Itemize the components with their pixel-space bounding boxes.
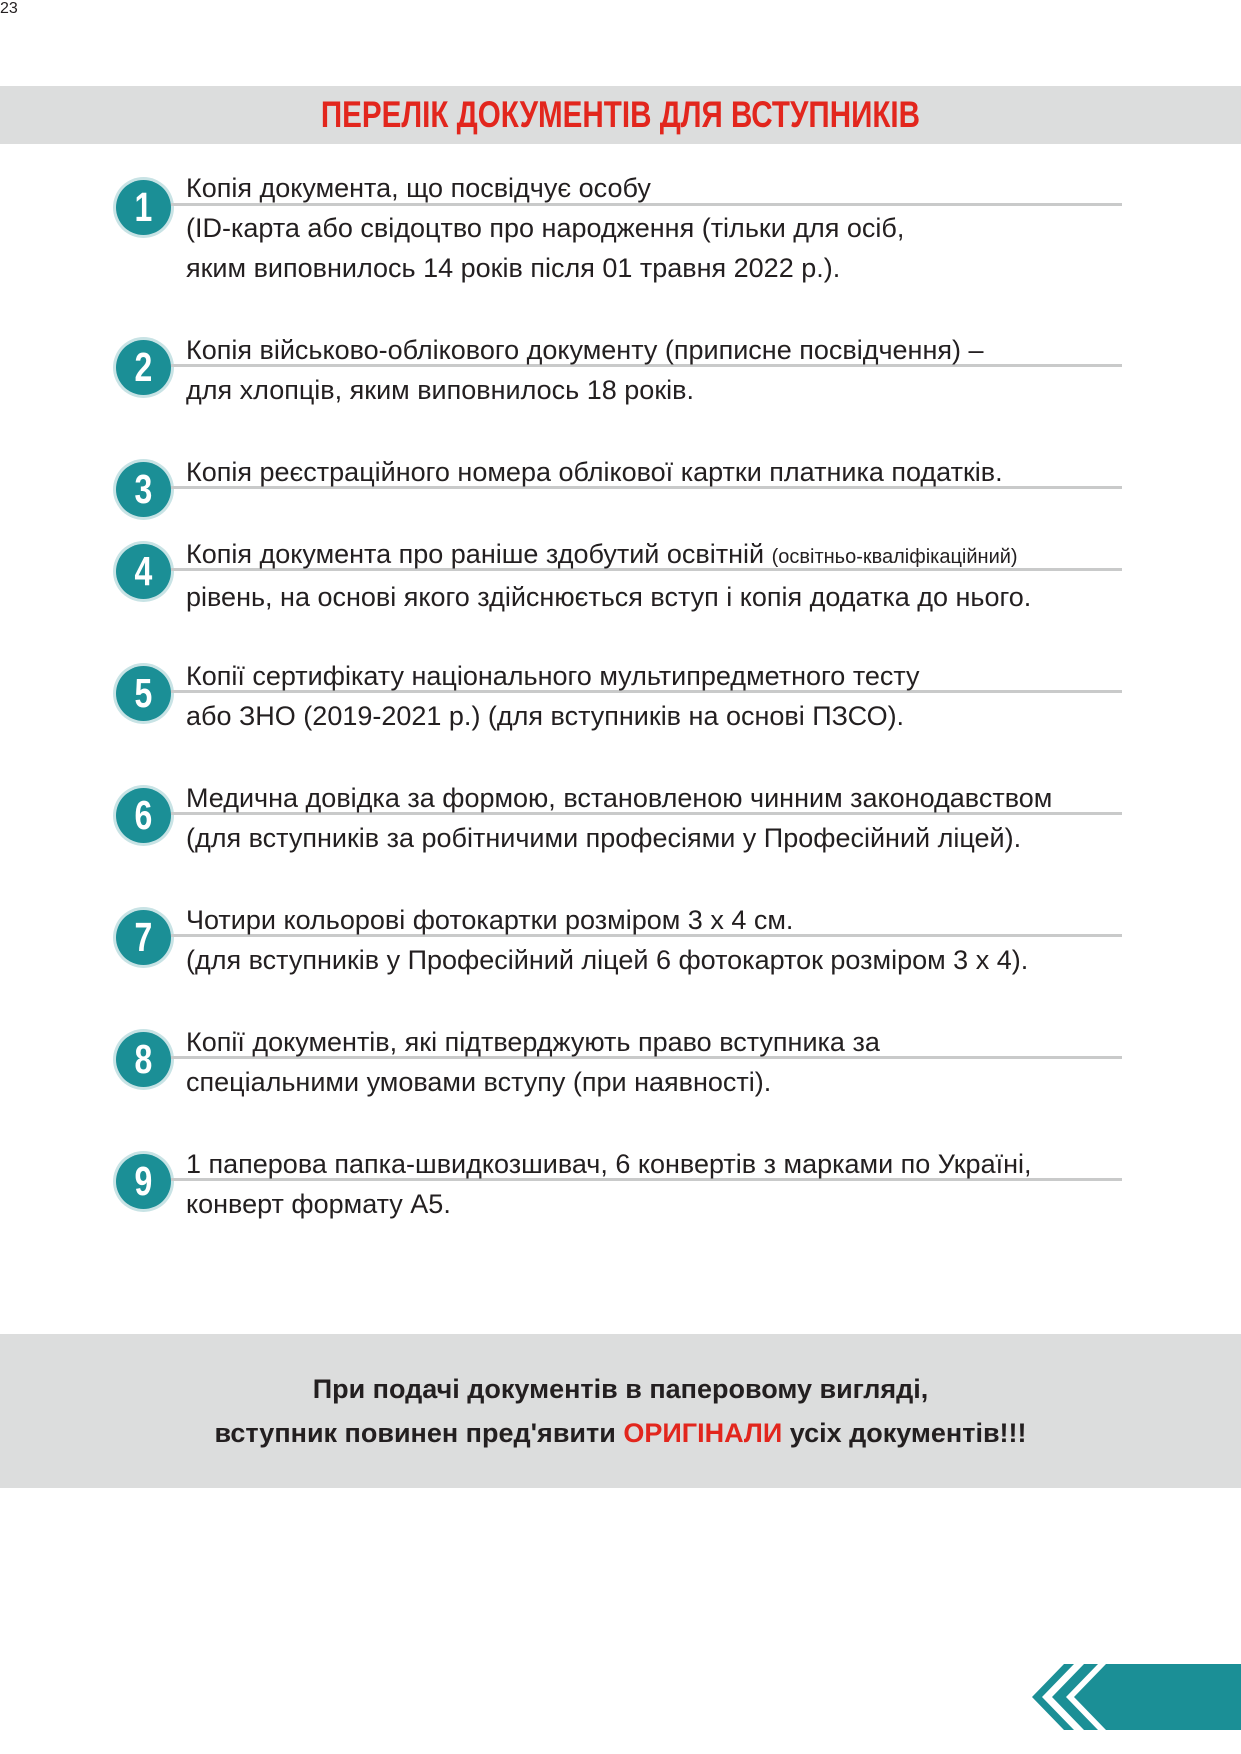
number-label: 5 [134,670,153,716]
number-label: 4 [134,548,153,594]
number-label: 2 [134,344,153,390]
number-badge-1 [116,180,171,235]
item-line: яким виповнилось 14 років після 01 травня 2022 р.). [186,253,841,283]
number-label: 3 [134,466,153,512]
number-badge-4 [116,544,171,599]
item-text [186,330,1146,410]
item-text [186,1144,1146,1224]
page-title: ПЕРЕЛІК ДОКУМЕНТІВ ДЛЯ ВСТУПНИКІВ [320,94,921,135]
title-bar [0,86,1241,144]
item-line: Копія військово-облікового документу (приписне посвідчення) – [186,335,984,365]
notice-text: усіх документів!!! [782,1418,1027,1448]
number-badge-2 [116,340,171,395]
notice-line-2 [214,1411,1026,1455]
item-text [186,900,1146,980]
item-line: Чотири кольорові фотокартки розміром 3 х 4 см. [186,905,794,935]
notice-band [0,1334,1241,1488]
notice-text: вступник повинен пред'явити [214,1418,624,1448]
item-line: спеціальними умовами вступу (при наявності). [186,1067,772,1097]
item-line: (для вступників за робітничими професіями у Професійний ліцей). [186,823,1022,853]
item-line: Копія документа, що посвідчує особу [186,173,651,203]
item-line: 1 паперова папка-швидкозшивач, 6 конвертів з марками по Україні, [186,1149,1032,1179]
item-line: або ЗНО (2019-2021 р.) (для вступників на основі ПЗСО). [186,701,905,731]
page-number: 23 [0,0,18,17]
page-tab-body [1074,1664,1241,1730]
item-line: (для вступників у Професійний ліцей 6 фотокарток розміром 3 х 4). [186,945,1029,975]
number-badge-7 [116,910,171,965]
number-label: 1 [134,184,153,230]
number-label: 9 [134,1158,153,1204]
number-badge-3 [116,462,171,517]
item-line: конверт формату А5. [186,1189,451,1219]
item-line: (ID-карта або свідоцтво про народження (тільки для осіб, [186,213,905,243]
notice-line-1: При подачі документів в паперовому вигляді, [312,1374,929,1404]
number-label: 8 [134,1036,153,1082]
item-text [186,168,1146,288]
item-text [186,1022,1146,1102]
item-text [186,656,1146,736]
item-text [186,778,1146,858]
number-badge-5 [116,666,171,721]
number-badge-8 [116,1032,171,1087]
item-line: Копії сертифікату національного мультипредметного тесту [186,661,920,691]
item-line-small: (освітньо-кваліфікаційний) [771,546,1018,568]
item-line: Копія реєстраційного номера облікової картки платника податків. [186,457,1003,487]
page-number-tab [1028,1664,1241,1730]
item-line: Медична довідка за формою, встановленою чинним законодавством [186,783,1053,813]
item-line: Копії документів, які підтверджують право вступника за [186,1027,880,1057]
item-text [186,534,1146,617]
number-label: 7 [134,914,153,960]
notice-accent-text: ОРИГІНАЛИ [623,1418,783,1448]
item-line [186,534,1146,577]
item-line: для хлопців, яким виповнилось 18 років. [186,375,694,405]
number-label: 6 [134,792,153,838]
number-badge-6 [116,788,171,843]
number-badge-9 [116,1154,171,1209]
item-line: рівень, на основі якого здійснюється вступ і копія додатка до нього. [186,582,1032,612]
item-line-main: Копія документа про раніше здобутий освітній [186,539,772,569]
item-text [186,452,1146,492]
